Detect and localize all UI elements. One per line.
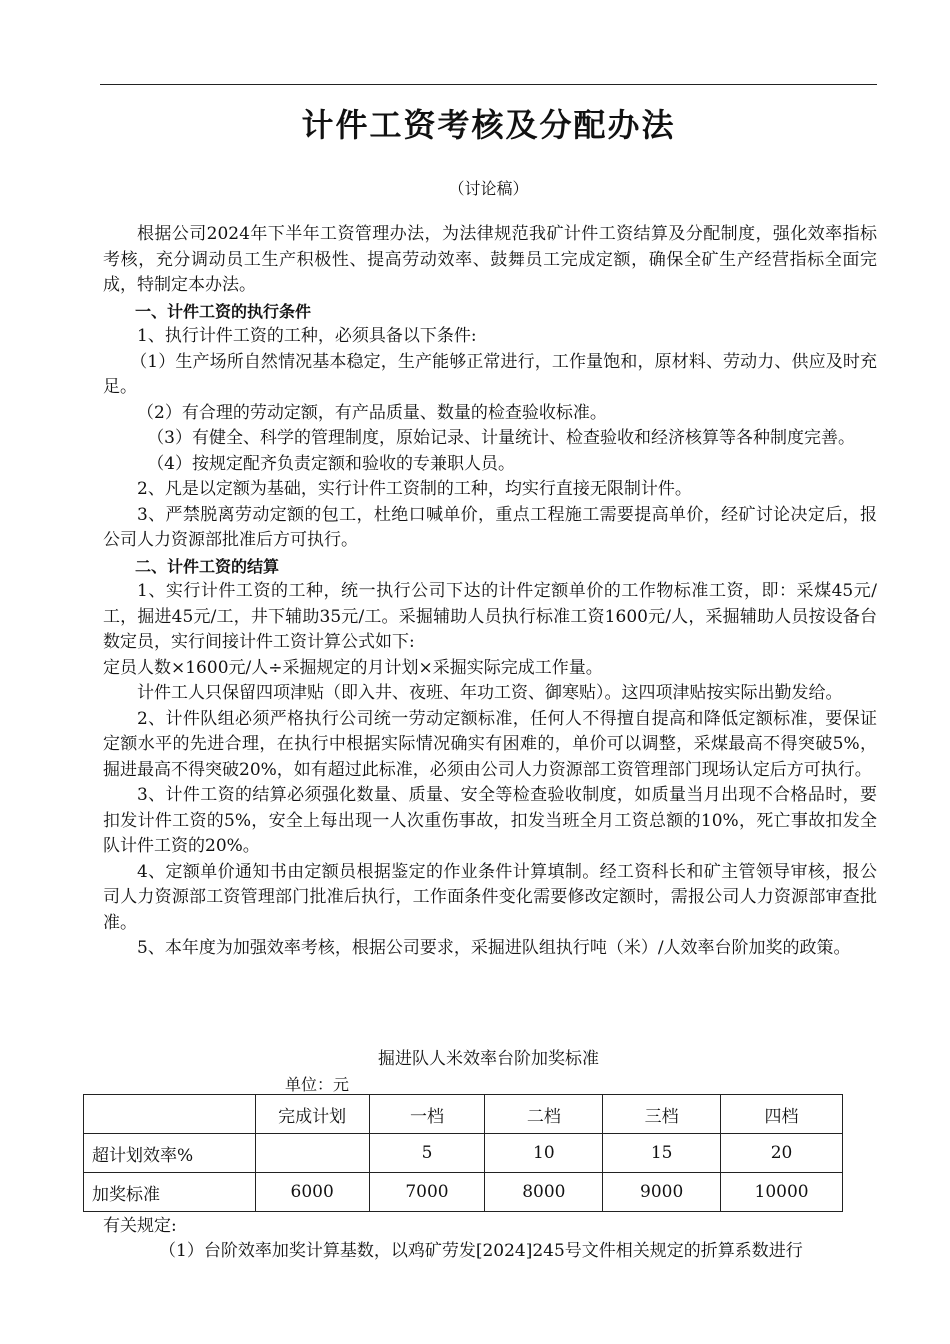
section-heading-2: 二、计件工资的结算: [135, 556, 280, 576]
page-subtitle: （讨论稿）: [448, 179, 529, 198]
table-header-cell: 一档: [369, 1095, 485, 1134]
table-row-label: 加奖标准: [84, 1173, 256, 1212]
formula-line: 定员人数×1600元/人÷采掘规定的月计划×采掘实际完成工作量。: [103, 657, 603, 678]
document-body: [103, 222, 877, 962]
paragraph-s1-2: 2、凡是以定额为基础，实行计件工资制的工种，均实行直接无限制计件。: [137, 479, 692, 499]
paragraph-s2-2: 2、计件队组必须严格执行公司统一劳动定额标准，任何人不得擅自提高和降低定额标准，要保证定额水平的先进合理，在执行中根据实际情况确实有困难的，单价可以调整，采煤最高不得突破5%，掘进最高不得突破20%，如有超过此标准，必须由公司人力资源部工资管理部门现场认定后方可执行。: [103, 708, 877, 780]
paragraph-s2-1b: 计件工人只保留四项津贴（即入井、夜班、年功工资、御寒贴）。这四项津贴按实际出勤发给。: [137, 683, 843, 703]
page-title: 计件工资考核及分配办法: [301, 106, 676, 144]
paragraph-s1-1-4: （4）按规定配齐负责定额和验收的专兼职人员。: [147, 453, 516, 474]
paragraph-s2-3: 3、计件工资的结算必须强化数量、质量、安全等检查验收制度，如质量当月出现不合格品时，要扣发计件工资的5%，安全上每出现一人次重伤事故，扣发当班全月工资总额的10%，死亡事故扣发全队计件工资的20%。: [103, 785, 877, 856]
top-rule: [100, 84, 877, 85]
rules-label: [103, 1214, 877, 1239]
table-row: [84, 1134, 843, 1173]
table-cell: 7000: [369, 1173, 485, 1212]
table-cell: 15: [603, 1134, 721, 1173]
table-header-row: [84, 1095, 843, 1134]
rules-label-text: 有关规定:: [103, 1216, 177, 1236]
paragraph-s2-5: 5、本年度为加强效率考核，根据公司要求，采掘进队组执行吨（米）/人效率台阶加奖的政策。: [137, 938, 851, 958]
table-header-cell: 四档: [721, 1095, 843, 1134]
paragraph-s1-1-3: （3）有健全、科学的管理制度，原始记录、计量统计、检查验收和经济核算等各种制度完善。: [147, 428, 856, 448]
table-cell: 10: [485, 1134, 603, 1173]
table-cell: [255, 1134, 369, 1173]
table-cell: 5: [369, 1134, 485, 1173]
rule-item-1: [103, 1239, 877, 1264]
table-cell: 10000: [721, 1173, 843, 1212]
table-cell: 8000: [485, 1173, 603, 1212]
table-row-label: 超计划效率%: [84, 1134, 256, 1173]
table-header-cell: 完成计划: [255, 1095, 369, 1134]
paragraph-s1-3: 3、严禁脱离劳动定额的包工，杜绝口喊单价，重点工程施工需要提高单价，经矿讨论决定后，报公司人力资源部批准后方可执行。: [103, 504, 877, 550]
bonus-table: [83, 1094, 843, 1212]
table-row: [84, 1173, 843, 1212]
table-cell: 20: [721, 1134, 843, 1173]
table-cell: 6000: [255, 1173, 369, 1212]
paragraph-s1-1: 1、执行计件工资的工种，必须具备以下条件:: [137, 326, 477, 346]
table-title: 掘进队人米效率台阶加奖标准: [378, 1049, 599, 1069]
paragraph-s2-4: 4、定额单价通知书由定额员根据鉴定的作业条件计算填制。经工资科长和矿主管领导审核，报公司人力资源部工资管理部门批准后执行，工作面条件变化需要修改定额时，需报公司人力资源部审查批准。: [103, 861, 877, 933]
table-header-cell: 三档: [603, 1095, 721, 1134]
paragraph-s1-1-2: （2）有合理的劳动定额，有产品质量、数量的检查验收标准。: [137, 402, 607, 423]
paragraph-s1-1-1: （1）生产场所自然情况基本稳定，生产能够正常进行，工作量饱和，原材料、劳动力、供应及时充足。: [103, 351, 877, 397]
table-cell: 9000: [603, 1173, 721, 1212]
rule-item-1-text: （1）台阶效率加奖计算基数，以鸡矿劳发[2024]245号文件相关规定的折算系数进行: [159, 1241, 803, 1261]
table-header-cell: [84, 1095, 256, 1134]
intro-paragraph: 根据公司2024年下半年工资管理办法，为法律规范我矿计件工资结算及分配制度，强化效率指标考核，充分调动员工生产积极性、提高劳动效率、鼓舞员工完成定额，确保全矿生产经营指标全面完成，特制定本办法。: [103, 224, 877, 295]
section-heading-1: 一、计件工资的执行条件: [135, 301, 312, 321]
paragraph-s2-1: 1、实行计件工资的工种，统一执行公司下达的计件定额单价的工作物标准工资，即：采煤45元/工，掘进45元/工，井下辅助35元/工。采掘辅助人员执行标准工资1600元/人，采掘辅助人员按设备台数定员，实行间接计件工资计算公式如下:: [103, 581, 877, 652]
table-unit: 单位：元: [285, 1075, 350, 1094]
table-header-cell: 二档: [485, 1095, 603, 1134]
